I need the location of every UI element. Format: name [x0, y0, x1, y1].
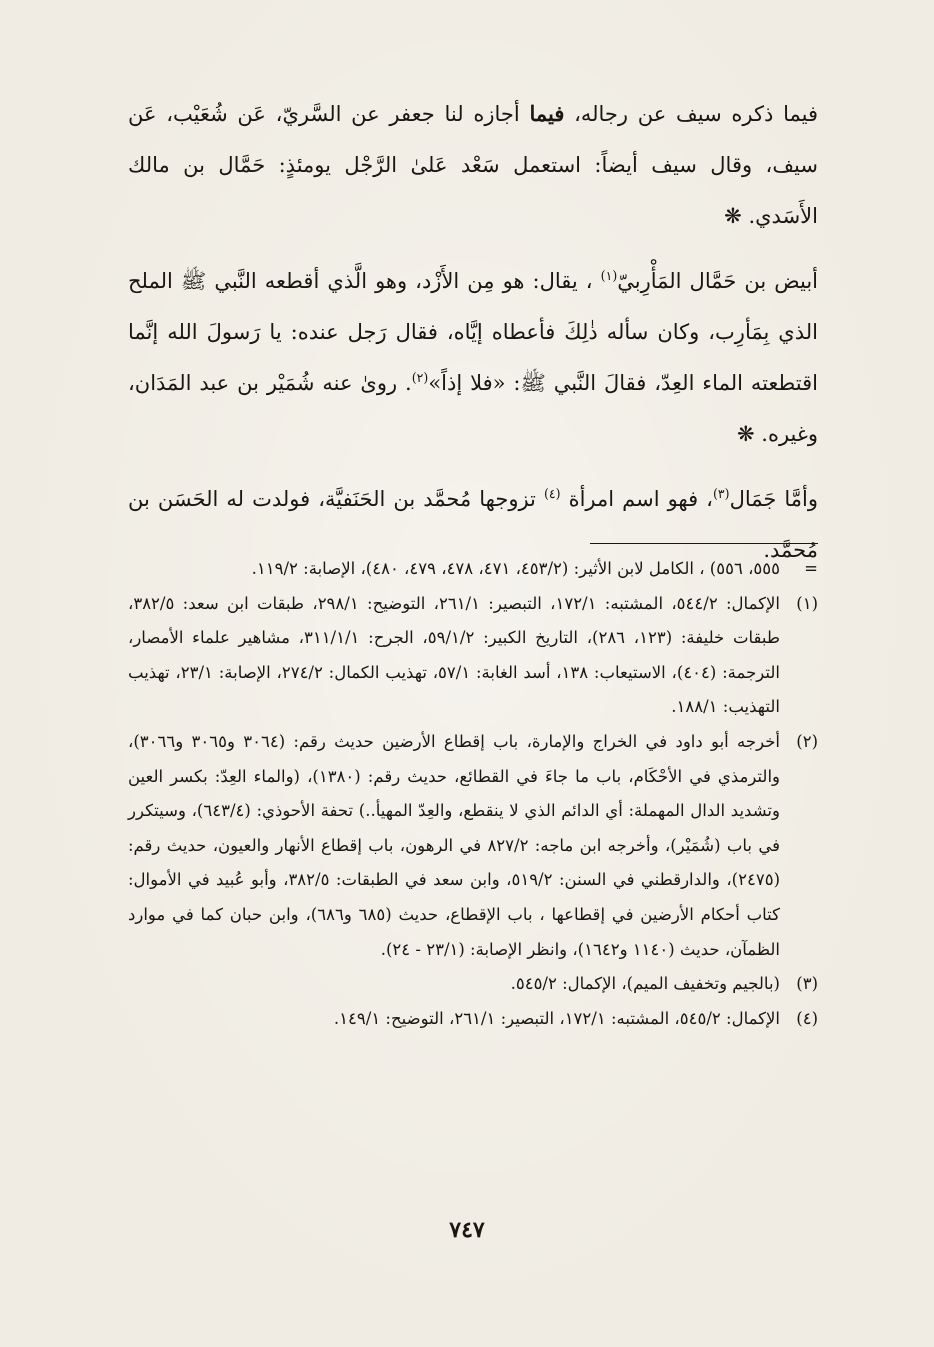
- paragraph-2-middle: ، يقال: هو مِن الأَزْد، وهو الَّذي أقطعه النَّبي ﷺ الملح الذي بِمَأرِب، وكان سأله ذٰلِكَ فأعطاه إيَّاه، فقال رَجل عنده: يا رَسولَ الله إنَّما اقتطعته الماء العِدّ، فقالَ النَّبي ﷺ: «فلا إذاً»: [128, 269, 818, 395]
- paragraph-2-start: أبيض بن حَمَّال المَأْرِبيّ: [617, 269, 819, 293]
- main-text: [128, 88, 818, 590]
- footnote-3: [128, 967, 818, 1002]
- paragraph-2: [128, 256, 818, 460]
- footnote-2: [128, 725, 818, 967]
- footnote-number: (١): [796, 593, 818, 613]
- footnote-text: الإكمال: ٥٤٤/٢، المشتبه: ١٧٢/١، التبصير: ٢٦١/١، التوضيح: ٢٩٨/١، طبقات ابن سعد: ٣٨٢/٥، طبقات خليفة: (١٢٣، ٢٨٦)، التاريخ الكبير: ٥٩/١/٢، الجرح: ٣١١/١/١، مشاهير علماء الأمصار، الترجمة: (٤٠٤)، الاستيعاب: ١٣٨، أسد الغابة: ٥٧/١، تهذيب الكمال: ٢٧٤/٢، الإصابة: ٢٣/١، تهذيب التهذيب: ١٨٨/١.: [128, 593, 780, 717]
- footnote-ref-2[interactable]: (٢): [411, 370, 429, 385]
- footnote-text: ٥٥٥، ٥٥٦) ، الكامل لابن الأثير: (٤٥٣/٢، ٤٧١، ٤٧٨، ٤٧٩، ٤٨٠)، الإصابة: ١١٩/٢.: [251, 559, 780, 578]
- paragraph-1-start: فيما ذكره سيف عن رجاله،: [564, 102, 819, 126]
- footnote-text: الإكمال: ٥٤٥/٢، المشتبه: ١٧٢/١، التبصير: ٢٦١/١، التوضيح: ١٤٩/١.: [333, 1008, 780, 1028]
- paragraph-1-bold-word: فيما: [529, 101, 565, 126]
- footnote-4: [128, 1002, 818, 1037]
- footnote-separator: [590, 543, 818, 544]
- paragraph-3-end: تزوجها مُحمَّد بن الحَنَفيَّة، فولدت له الحَسَن بن مُحمَّد.: [128, 487, 818, 562]
- footnote-number: (٣): [796, 974, 818, 994]
- paragraph-3-middle: ، فهو اسم امرأة: [560, 487, 713, 511]
- footnote-ref-1[interactable]: (١): [600, 268, 618, 283]
- paragraph-1-end: أجازه لنا جعفر عن السَّريّ، عَن شُعَيْب، عَن سيف، وقال سيف أيضاً: استعمل سَعْد عَلىٰ الرَّجْل يومئذٍ: حَمَّال بن مالك الأَسَدي. ❋: [128, 102, 818, 228]
- footnote-number: (٤): [796, 1008, 818, 1028]
- page-number: ٧٤٧: [449, 1217, 485, 1243]
- paragraph-3-start: وأمَّا جَمَال: [729, 487, 819, 511]
- footnote-text: أخرجه أبو داود في الخراج والإمارة، باب إقطاع الأرضين حديث رقم: (٣٠٦٤ و٣٠٦٥ و٣٠٦٦)، والترمذي في الأحْكَام، باب ما جاءَ في القطائع، حديث رقم: (١٣٨٠)، (والماء العِدّ: بكسر العين وتشديد الدال المهملة: أي الدائم الذي لا ينقطع، والعِدّ المهيأ..) تحفة الأحوذي: (٦٤٣/٤)، وسيتكرر في باب (شُمَيْر)، وأخرجه ابن ماجه: ٨٢٧/٢ في الرهون، باب إقطاع الأنهار والعيون، حديث رقم: (٢٤٧٥)، والدارقطني في السنن: ٥١٩/٢، وابن سعد في الطبقات: ٣٨٢/٥، وأبو عُبيد في الأموال: كتاب أحكام الأرضين في إقطاعها ، باب الإقطاع، حديث (٦٨٥ و٦٨٦)، وابن حبان كما في موارد الظمآن، حديث (١١٤٠ و١٦٤٢)، وانظر الإصابة: (٢٣/١ - ٢٤).: [128, 731, 781, 959]
- footnote-continued: [128, 552, 818, 587]
- footnotes: [128, 552, 818, 1036]
- paragraph-2-end: . روىٰ عنه شُمَيْر بن عبد المَدَان، وغيره. ❋: [128, 371, 818, 446]
- footnote-ref-3[interactable]: (٣): [712, 486, 730, 501]
- footnote-ref-4[interactable]: (٤): [543, 486, 561, 501]
- footnote-1: [128, 587, 818, 725]
- paragraph-1: [128, 88, 818, 242]
- footnote-continuation-mark: =: [804, 559, 818, 578]
- footnote-text: (بالجيم وتخفيف الميم)، الإكمال: ٥٤٥/٢.: [510, 974, 780, 994]
- footnote-number: (٢): [796, 731, 818, 751]
